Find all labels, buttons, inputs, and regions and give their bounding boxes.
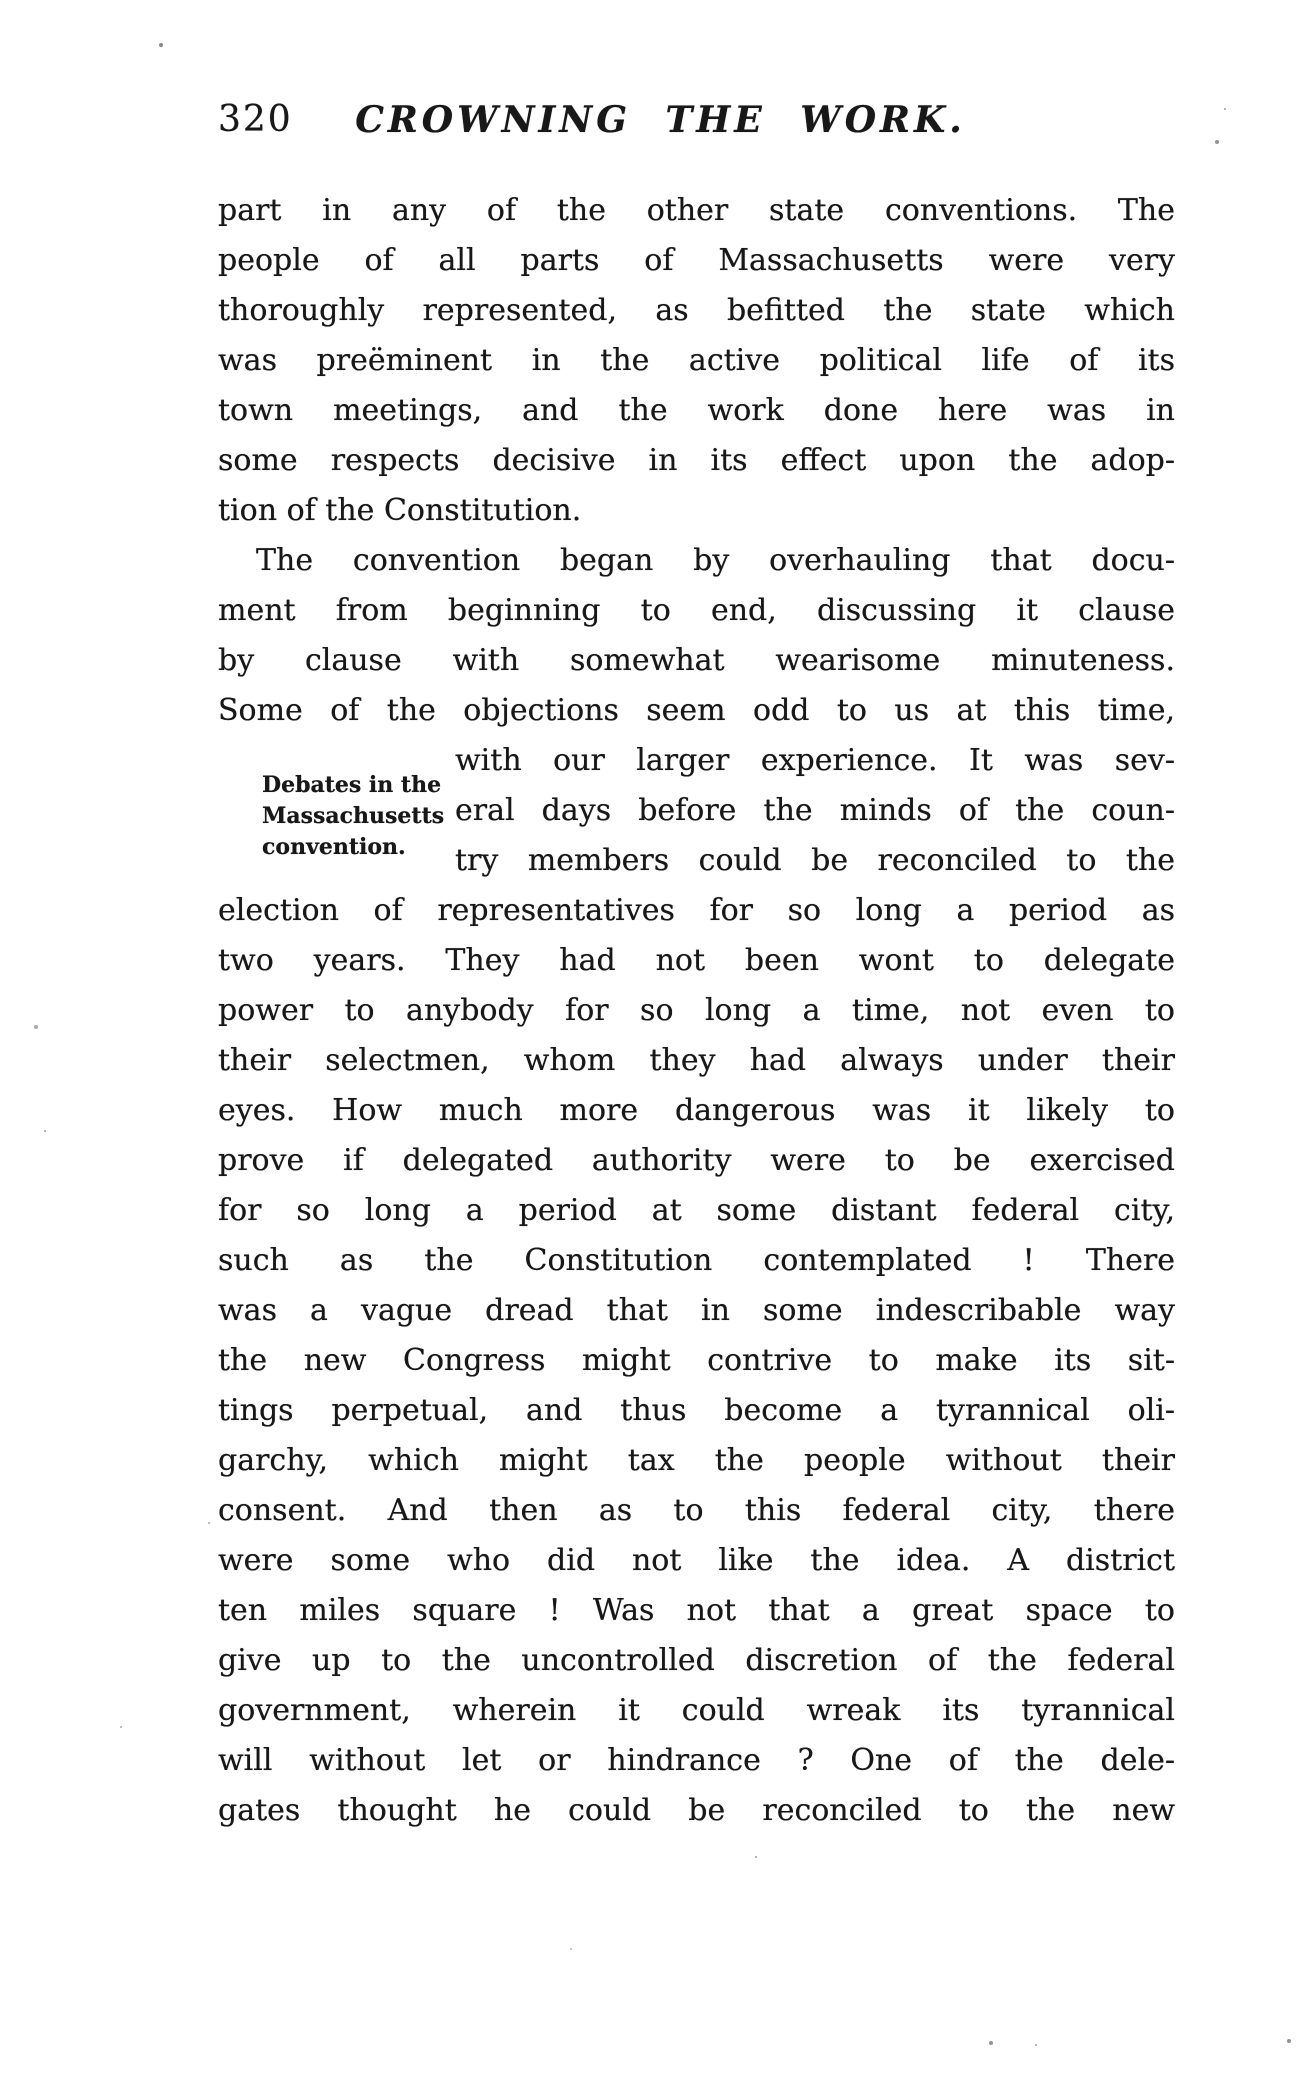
text-line: will without let or hindrance ? One of the dele- [218, 1743, 1175, 1778]
margin-note-line: Debates in the [262, 772, 442, 798]
text-line: election of representatives for so long a period as [218, 893, 1175, 928]
body-text [218, 186, 1175, 1836]
text-line: Some of the objections seem odd to us at this time, [218, 693, 1175, 728]
text-line: try members could be reconciled to the [455, 843, 1175, 878]
text-line: was a vague dread that in some indescribable way [218, 1293, 1175, 1328]
text-line: by clause with somewhat wearisome minuteness. [218, 643, 1175, 678]
text-line: gates thought he could be reconciled to the new [218, 1793, 1175, 1828]
text-line: power to anybody for so long a time, not even to [218, 993, 1175, 1028]
page-header [218, 100, 1175, 144]
text-line: were some who did not like the idea. A district [218, 1543, 1175, 1578]
text-line: such as the Constitution contemplated ! There [218, 1243, 1175, 1278]
text-line: eral days before the minds of the coun- [455, 793, 1175, 828]
text-line: tings perpetual, and thus become a tyrannical oli- [218, 1393, 1175, 1428]
text-line: with our larger experience. It was sev- [455, 743, 1175, 778]
text-line: part in any of the other state conventions. The [218, 193, 1175, 228]
text-line: some respects decisive in its effect upon the adop- [218, 443, 1175, 478]
text-line: eyes. How much more dangerous was it likely to [218, 1093, 1175, 1128]
text-line: town meetings, and the work done here was in [218, 393, 1175, 428]
text-line: The convention began by overhauling that docu- [256, 543, 1175, 578]
text-line: for so long a period at some distant federal city, [218, 1193, 1175, 1228]
margin-note-line: convention. [262, 834, 406, 860]
text-line: ten miles square ! Was not that a great space to [218, 1593, 1175, 1628]
text-line: two years. They had not been wont to delegate [218, 943, 1175, 978]
text-line: their selectmen, whom they had always under their [218, 1043, 1175, 1078]
page-number: 320 [218, 99, 293, 140]
running-head: CROWNING THE WORK. [355, 99, 966, 141]
text-line: tion of the Constitution. [218, 493, 582, 528]
text-line: garchy, which might tax the people without their [218, 1443, 1175, 1478]
text-line: people of all parts of Massachusetts were very [218, 243, 1175, 278]
text-line: government, wherein it could wreak its tyrannical [218, 1693, 1175, 1728]
text-line: thoroughly represented, as befitted the state which [218, 293, 1175, 328]
text-line: ment from beginning to end, discussing it clause [218, 593, 1175, 628]
text-line: prove if delegated authority were to be exercised [218, 1143, 1175, 1178]
text-line: was preëminent in the active political life of its [218, 343, 1175, 378]
text-line: give up to the uncontrolled discretion of the federal [218, 1643, 1175, 1678]
text-line: consent. And then as to this federal city, there [218, 1493, 1175, 1528]
margin-note-line: Massachusetts [262, 803, 445, 829]
text-line: the new Congress might contrive to make its sit- [218, 1343, 1175, 1378]
scan-specks [0, 0, 2, 2]
